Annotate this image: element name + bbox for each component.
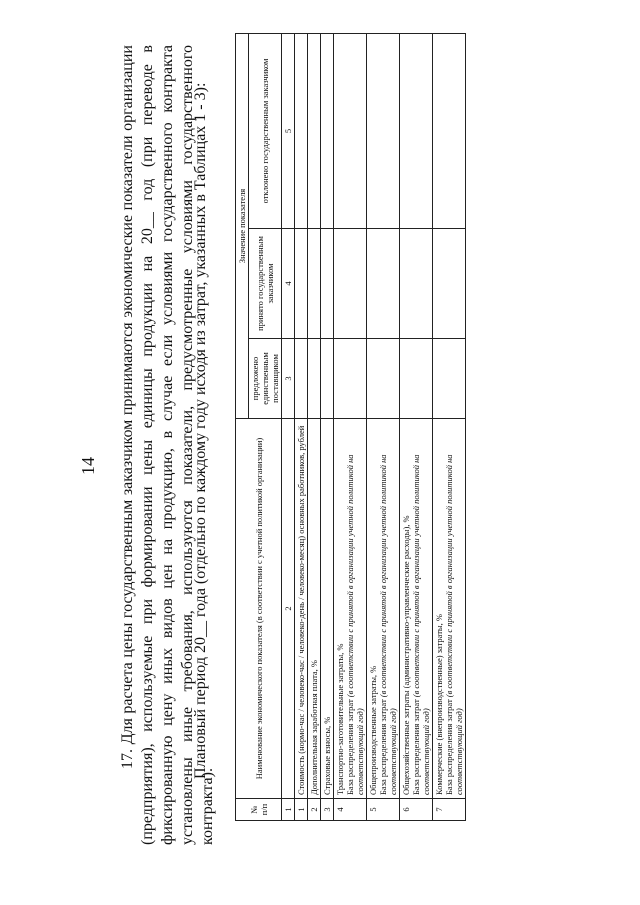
base-line [411,422,431,795]
base-label: База распределения затрат [411,697,421,795]
column-number: 3 [282,339,295,419]
column-number: 5 [282,33,295,228]
indicators-table [235,33,466,821]
header-proposed: предложено единственным поставщиком [249,339,282,419]
base-label: База распределения затрат [345,697,355,795]
paragraph-17: 17. Для расчета цены государственным заказчиком принимаются экономические показатели организации (предприятия), используемые при формировании цены единицы продукции на 20__ год (при переводе в фиксированную цену иных видов цен на продукцию, в случае если условиями государственного контракта установлены иные требования, используются показатели, предусмотренные условиями государственного контракта). [119,45,216,845]
cell-rejected [295,33,308,228]
table-row [308,33,321,820]
cell-accepted [367,229,400,339]
cell-proposed [295,339,308,419]
row-name [295,419,308,799]
cell-accepted [433,229,466,339]
header-rejected: отклонено государственным заказчиком [249,33,282,228]
cell-rejected [400,33,433,228]
column-number: 2 [282,419,295,799]
row-no: 1 [295,799,308,821]
table-row [295,33,308,820]
header-no: № п/п [236,799,282,821]
table-row [400,33,433,820]
row-name [334,419,367,799]
header-accepted: принято государственным заказчиком [249,229,282,339]
cell-proposed [433,339,466,419]
cell-accepted [295,229,308,339]
column-number: 4 [282,229,295,339]
cell-accepted [334,229,367,339]
base-line [444,422,464,795]
cell-rejected [308,33,321,228]
table-header-row [236,33,249,820]
cell-rejected [367,33,400,228]
cell-proposed [334,339,367,419]
table-row [367,33,400,820]
row-name-text: Общехозяйственные затраты (административно-управленческие расходы), % [401,515,411,795]
column-numbers-row [282,33,295,820]
cell-proposed [400,339,433,419]
base-label: База распределения затрат [444,697,454,795]
base-note: (в соответствии с принятой в организации учетной политикой на соответствующий год) [345,454,365,795]
header-value-group: Значение показателя [236,33,249,418]
base-note: (в соответствии с принятой в организации учетной политикой на соответствующий год) [411,454,431,795]
row-name [367,419,400,799]
header-name: Наименование экономического показателя (в соответствии с учетной политикой организации) [236,419,282,799]
cell-accepted [400,229,433,339]
row-name [433,419,466,799]
row-name [400,419,433,799]
cell-proposed [367,339,400,419]
page-number: 14 [78,457,98,475]
row-no: 3 [321,799,334,821]
row-no: 7 [433,799,466,821]
row-name-text: Стоимость (нормо-час / человеко-час / человеко-день / человеко-месяц) основных работников, рублей [296,425,306,795]
cell-proposed [308,339,321,419]
row-name-text: Коммерческие (внепроизводственные) затраты, % [434,614,444,795]
row-no: 2 [308,799,321,821]
planned-period-line: Плановый период 20__ года (отдельно по каждому году исходя из затрат, указанных в Таблицах 1 - 3): [192,82,209,779]
row-no: 6 [400,799,433,821]
row-name-text: Транспортно-заготовительные затраты, % [335,643,345,795]
row-name-text: Общепроизводственные затраты, % [368,665,378,795]
cell-rejected [433,33,466,228]
row-no: 4 [334,799,367,821]
table-row [334,33,367,820]
base-line [345,422,365,795]
cell-rejected [334,33,367,228]
table-row [433,33,466,820]
base-note: (в соответствии с принятой в организации учетной политикой на соответствующий год) [378,454,398,795]
cell-accepted [308,229,321,339]
base-note: (в соответствии с принятой в организации учетной политикой на соответствующий год) [444,454,464,795]
base-line [378,422,398,795]
base-label: База распределения затрат [378,697,388,795]
row-no: 5 [367,799,400,821]
row-name: Страховые взносы, % [321,419,334,799]
table-row [321,33,334,820]
cell-proposed [321,339,334,419]
cell-accepted [321,229,334,339]
column-number: 1 [282,799,295,821]
cell-rejected [321,33,334,228]
row-name: Дополнительная заработная плата, % [308,419,321,799]
